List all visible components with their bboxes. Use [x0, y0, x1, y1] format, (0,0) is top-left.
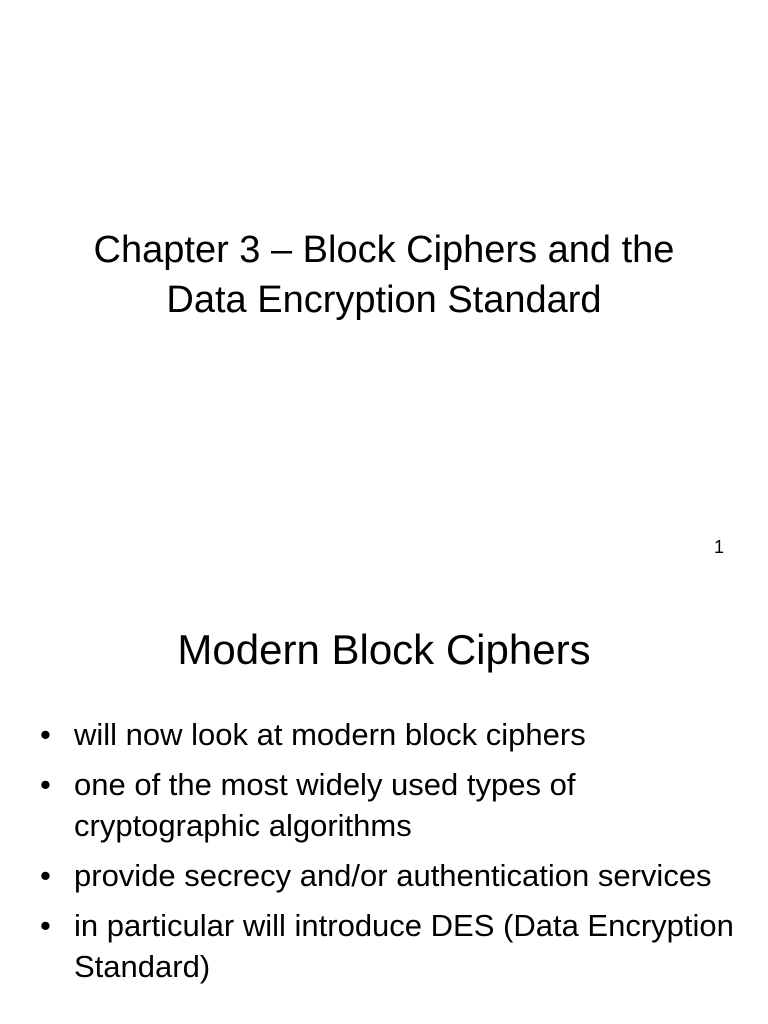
bullet-text: will now look at modern block ciphers [74, 717, 586, 752]
bullet-icon: • [40, 858, 51, 893]
bullet-list [40, 714, 740, 996]
chapter-title-line-1: Chapter 3 – Block Ciphers and the [93, 229, 675, 271]
bullet-item [40, 764, 740, 846]
chapter-title-line-2: Data Encryption Standard [166, 279, 602, 321]
chapter-title [0, 225, 768, 325]
bullet-text: in particular will introduce DES (Data Encryption Standard) [74, 908, 734, 984]
bullet-icon: • [40, 767, 51, 802]
bullet-item [40, 905, 740, 987]
slide-title: Modern Block Ciphers [177, 626, 591, 673]
slide-2 [0, 576, 768, 1024]
bullet-item [40, 714, 740, 755]
page-number: 1 [713, 537, 724, 557]
bullet-icon: • [40, 717, 51, 752]
bullet-text: provide secrecy and/or authentication services [74, 858, 712, 893]
bullet-item [40, 855, 740, 896]
bullet-icon: • [40, 908, 51, 943]
bullet-text: one of the most widely used types of cryptographic algorithms [74, 767, 576, 843]
